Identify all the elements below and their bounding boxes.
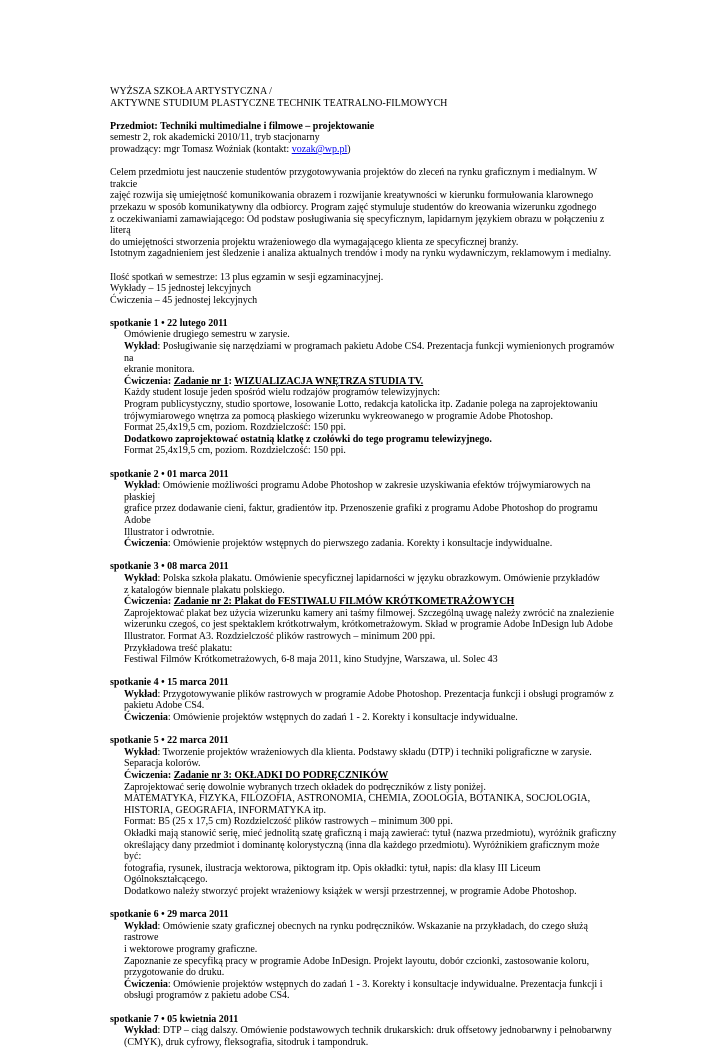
intro-line: zajęć rozwija się umiejętność komunikowania obrazem i rozwijanie kreatywności w kierunku formułowania klarownego [110, 190, 594, 202]
lecture-text: : Przygotowywanie plików rastrowych w programie Adobe Photoshop. Prezentacja funkcji i obsługi programów z [157, 688, 614, 700]
text-line: Dodatkowo zaprojektować ostatnią klatkę z czołówki do tego programu telewizyjnego. [124, 433, 492, 445]
exercise-text: : Omówienie projektów wstępnych do pierwszego zadania. Korekty i konsultacje indywidualne. [167, 538, 553, 550]
text-line: Format 25,4x19,5 cm, poziom. Rozdzielczość: 150 ppi. [124, 445, 346, 457]
lecture-text: : DTP – ciąg dalszy. Omówienie podstawowych technik drukarskich: druk offsetowy jednobarwny i pełnobarwny [157, 1025, 612, 1037]
school-name: WYŻSZA SZKOŁA ARTYSTYCZNA / [110, 86, 272, 97]
lecture-text: : Polska szkoła plakatu. Omówienie specyficznej lapidarności w języku obrazkowym. Omówienie przykładów [157, 572, 600, 584]
exercise-label: Ćwiczenia: [124, 375, 174, 387]
text-line: Format 25,4x19,5 cm, poziom. Rozdzielczość: 150 ppi. [124, 422, 346, 434]
text-line: Każdy student losuje jeden spośród wielu rodzajów programów telewizyjnych: [124, 387, 441, 399]
lecture-text: : Tworzenie projektów wrażeniowych dla klienta. Podstawy składu (DTP) i techniki poligraficzne w zarysie. [157, 746, 592, 758]
meeting-5-body [110, 747, 618, 898]
exercise-hours: Ćwiczenia – 45 jednostej lekcyjnych [110, 294, 258, 306]
lecture-hours: Wykłady – 15 jednostej lekcyjnych [110, 283, 252, 295]
text-line: MATEMATYKA, FIZYKA, FILOZOFIA, ASTRONOMIA, CHEMIA, ZOOLOGIA, BOTANIKA, SOCJOLOGIA, [124, 793, 591, 805]
lecture-text: : Posługiwanie się narzędziami w programach pakietu Adobe CS4. Prezentacja funkcji wymienionych programów na [124, 341, 615, 364]
text-line: Zaprojektować plakat bez użycia wizerunku kamery ani taśmy filmowej. Szczególną uwagę należy zwrócić na znalezienie [124, 607, 615, 619]
meeting-count: Ilość spotkań w semestrze: 13 plus egzamin w sesji egzaminacyjnej. [110, 271, 384, 283]
lecture-label: Wykład [124, 746, 158, 758]
text-line: określający dany przedmiot i dominantę kolorystyczną (inna dla każdego przedmiotu). Wyróżnikiem graficznym może być: [124, 839, 600, 863]
lecture-label: Wykład [124, 341, 158, 353]
exercise-label: Ćwiczenia [124, 978, 168, 990]
text-line: (CMYK), druk cyfrowy, fleksografia, sitodruk i tampondruk. [124, 1036, 369, 1048]
text-line: Program publicystyczny, studio sportowe, losowanie Lotto, redakcja katolicka itp. Zadanie polega na zaprojektowaniu [124, 399, 598, 411]
meeting-1-body [110, 329, 618, 457]
intro-line: Istotnym zagadnieniem jest śledzenie i analiza aktualnych trendów i mody na rynku wydawniczym, reklamowym i medialny. [110, 248, 612, 260]
meeting-2-body [110, 480, 618, 550]
lecture-text: : Omówienie możliwości programu Adobe Photoshop w zakresie uzyskiwania efektów trójwymiarowych na płaskiej [124, 480, 591, 503]
text-line: wizerunku czegoś, co jest spektaklem krótkotrwałym, krótkometrażowym. Skład w programie Adobe InDesign lub Adobe [124, 619, 613, 631]
text-line: Festiwal Filmów Krótkometrażowych, 6-8 maja 2011, kino Studyjne, Warszawa, ul. Solec 43 [124, 654, 498, 666]
text-line: Zaprojektować serię dowolnie wybranych trzech okładek do podręczników z listy poniżej. [124, 781, 486, 793]
text-line: grafice przez dodawanie cieni, faktur, gradientów itp. Przenoszenie grafiki z programu Adobe Photoshop do programu Adobe [124, 503, 598, 526]
intro-line: przekazu w sposób komunikatywny dla odbiorcy. Program zajęć stymuluje studentów do kreowania wizerunku zgodnego [110, 201, 597, 213]
task-title: Zadanie nr 2: Plakat do FESTIWALU FILMÓW KRÓTKOMETRAŻOWYCH [173, 596, 515, 608]
meeting-5-title: spotkanie 5 • 22 marca 2011 [110, 735, 229, 747]
meeting-4-body [110, 689, 618, 724]
text-line: Zapoznanie ze specyfiką pracy w programie Adobe InDesign. Projekt layoutu, dobór czcionki, zastosowanie koloru, [124, 955, 590, 967]
lecture-label: Wykład [124, 1025, 158, 1037]
exercise-line [124, 376, 618, 388]
teacher-suffix: ) [347, 143, 351, 155]
lecture-label: Wykład [124, 480, 158, 492]
meeting-3-body [110, 573, 618, 666]
lecture-line [124, 573, 618, 585]
text-line: Okładki mają stanowić serię, mieć jednolitą szatę graficzną i mają zawierać: tytuł (nazwa przedmiotu), wyróżnik graficzny [124, 828, 617, 839]
text-line: HISTORIA, GEOGRAFIA, INFORMATYKA itp. [124, 804, 327, 816]
text-line: Separacja kolorów. [124, 758, 201, 770]
meeting-1-title: spotkanie 1 • 22 lutego 2011 [110, 317, 228, 329]
text-line: trójwymiarowego wnętrza za pomocą płaskiego wizerunku wykreowanego w programie Adobe Photoshop. [124, 410, 554, 422]
exercise-line [124, 712, 618, 724]
exercise-label: Ćwiczenia [124, 712, 168, 724]
meeting-6-title: spotkanie 6 • 29 marca 2011 [110, 909, 229, 921]
lecture-label: Wykład [124, 920, 158, 932]
exercise-label: Ćwiczenia: [124, 770, 174, 782]
task-label: Zadanie nr 1 [173, 375, 229, 387]
text-line: z katalogów biennale plakatu polskiego. [124, 584, 285, 596]
subject-title: Przedmiot: Techniki multimedialne i filmowe – projektowanie [110, 120, 375, 132]
intro-line: Celem przedmiotu jest nauczenie studentów przygotowywania projektów do zleceń na rynku graficznym i medialnym. W trakcie [110, 167, 597, 190]
exercise-label: Ćwiczenia [124, 538, 168, 550]
meeting-6-body [110, 921, 618, 1002]
intro-line: do umiejętności stworzenia projektu wrażeniowego dla wymagającego klienta ze specyficznej branży. [110, 236, 519, 248]
text-line: Format: B5 (25 x 17,5 cm) Rozdzielczość plików rastrowych – minimum 300 ppi. [124, 816, 453, 828]
exercise-line [124, 538, 618, 550]
studio-name: AKTYWNE STUDIUM PLASTYCZNE TECHNIK TEATRALNO-FILMOWYCH [110, 97, 448, 109]
exercise-line [124, 770, 618, 782]
intro-line: z oczekiwaniami zamawiającego: Od podstaw posługiwania się specyficznym, lapidarnym językiem obrazu w połączeniu z literą [110, 213, 605, 237]
lecture-line [124, 921, 618, 944]
text-line: Omówienie drugiego semestru w zarysie. [124, 329, 290, 341]
task-title: WIZUALIZACJA WNĘTRZA STUDIA TV. [234, 375, 424, 387]
lecture-label: Wykład [124, 572, 158, 584]
text-line: Illustrator i odwrotnie. [124, 526, 215, 538]
text-line: obsługi programów z pakietu adobe CS4. [124, 990, 290, 1002]
meeting-7-body [110, 1025, 618, 1048]
exercise-text: : Omówienie projektów wstępnych do zadań 1 - 2. Korekty i konsultacje indywidualne. [167, 712, 518, 724]
lecture-line [124, 480, 618, 503]
task-separator: : [228, 375, 235, 387]
text-line: Dodatkowo należy stworzyć projekt wrażeniowy książek w wersji przestrzennej, w programie Adobe Photoshop. [124, 885, 577, 897]
text-line: i wektorowe programy graficzne. [124, 943, 258, 955]
meeting-2-title: spotkanie 2 • 01 marca 2011 [110, 468, 229, 480]
task-title: Zadanie nr 3: OKŁADKI DO PODRĘCZNIKÓW [173, 770, 389, 782]
meeting-3-title: spotkanie 3 • 08 marca 2011 [110, 561, 229, 573]
lecture-line [124, 341, 618, 364]
lecture-line [124, 689, 618, 701]
syllabus-document [110, 86, 618, 1048]
exercise-line [124, 596, 618, 608]
lecture-line [124, 747, 618, 759]
teacher-prefix: prowadzący: mgr Tomasz Woźniak (kontakt: [110, 143, 292, 155]
text-line: Przykładowa treść plakatu: [124, 642, 233, 654]
text-line: ekranie monitora. [124, 364, 195, 376]
text-line: pakietu Adobe CS4. [124, 700, 205, 712]
text-line: przygotowanie do druku. [124, 967, 225, 979]
lecture-line [124, 1025, 618, 1037]
semester-info: semestr 2, rok akademicki 2010/11, tryb stacjonarny [110, 132, 320, 144]
exercise-text: : Omówienie projektów wstępnych do zadań 1 - 3. Korekty i konsultacje indywidualne. Prezentacja funkcji i [167, 978, 603, 990]
text-line: fotografia, rysunek, ilustracja wektorowa, piktogram itp. Opis okładki: tytuł, napis: dla klasy III Liceum Ogólnokształcącego. [124, 862, 541, 886]
meeting-4-title: spotkanie 4 • 15 marca 2011 [110, 677, 229, 689]
text-line: Illustrator. Format A3. Rozdzielczość plików rastrowych – minimum 200 ppi. [124, 630, 436, 642]
teacher-info [110, 144, 618, 156]
exercise-label: Ćwiczenia: [124, 596, 174, 608]
meeting-7-title: spotkanie 7 • 05 kwietnia 2011 [110, 1013, 239, 1025]
lecture-text: : Omówienie szaty graficznej obecnych na rynku podręczników. Wskazanie na przykładach, do czego służą rastrowe [124, 920, 588, 944]
lecture-label: Wykład [124, 688, 158, 700]
email-link[interactable]: vozak@wp.pl [291, 143, 348, 155]
exercise-line [124, 979, 618, 991]
